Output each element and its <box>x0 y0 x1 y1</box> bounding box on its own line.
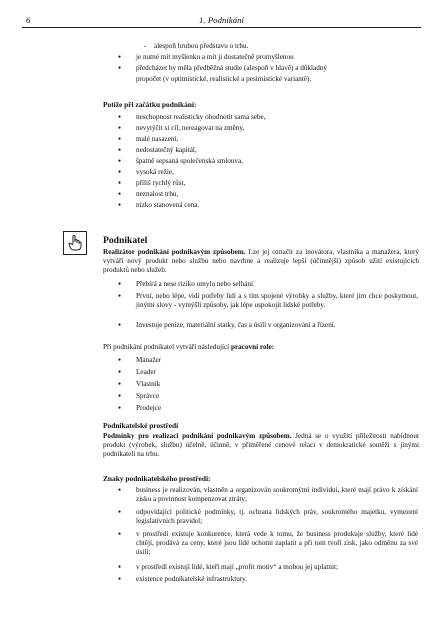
list-item: existence podnikatelské infrastruktury. <box>136 575 248 583</box>
list-item: Leader <box>136 368 156 376</box>
list-item: vysoká režie, <box>136 168 174 176</box>
section-title: Podnikatel <box>103 235 148 246</box>
bullet-icon: ● <box>118 66 122 71</box>
list-item: malé nasazení, <box>136 135 179 143</box>
bullet-icon: ● <box>118 406 122 411</box>
bullet-icon: ● <box>118 126 122 131</box>
bullet-icon: ● <box>118 170 122 175</box>
section-heading: Podnikatelské prostředí <box>103 421 179 430</box>
bullet-icon: ● <box>118 148 122 153</box>
bullet-icon: ● <box>118 577 122 582</box>
list-item: v prostředí existuje konkurence, která vede k tomu, že business produkuje služby, které lidé chtějí, prodává za ceny, které jsou lidé ochotni zaplatit a při tom tvoří zisk, jako odměnu za své úsilí; <box>136 530 418 556</box>
bullet-icon: ● <box>118 323 122 328</box>
list-item: je nutné mít myšlenku a mít ji dostatečně promyšlenou <box>136 53 294 61</box>
roles-intro <box>103 343 419 352</box>
running-header <box>22 15 421 28</box>
list-item: Vlastník <box>136 380 161 388</box>
list-item-continuation: propočet (v optimistické, realistické a pesimistické variantě). <box>136 75 312 83</box>
definition-paragraph <box>103 248 419 275</box>
list-item: neznalost trhu, <box>136 190 179 198</box>
list-item: nízko stanovená cena. <box>136 201 200 209</box>
page-number: 6 <box>26 15 31 25</box>
bullet-icon: ● <box>118 370 122 375</box>
definition-paragraph <box>103 432 419 459</box>
roles-intro-bold: pracovní role: <box>230 343 275 351</box>
bullet-icon: ● <box>118 532 122 537</box>
bullet-icon: ● <box>118 565 122 570</box>
bullet-icon: ● <box>118 115 122 120</box>
pointing-hand-icon <box>63 231 87 255</box>
list-item: odpovídající politické podmínky, tj. ochrana lidských práv, soukromého majetku, vymezení legislativních pravidel; <box>136 508 418 525</box>
list-item: špatně sepsaná společenská smlouva, <box>136 157 243 165</box>
list-item: nevytýčit si cíl, nereagovat na změny, <box>136 124 245 132</box>
definition-text: Lze jej označit za inovátora, vlastníka a manažera, který vytváří nový produkt nebo službu nebo navrhne a realizuje lepší (účinnější) způsob užití existujících produktů nebo služeb. <box>103 248 419 274</box>
bullet-icon: ● <box>118 203 122 208</box>
list-item: předcházet by měla předběžná studie (alespoň v hlavě) a důkladný <box>136 64 327 72</box>
definition-term: Realizátor podnikání podnikavým způsobem. <box>103 248 246 256</box>
list-item: alespoň hrubou představu o trhu. <box>154 42 249 50</box>
section-heading: Znaky podnikatelského prostředí: <box>103 474 211 483</box>
list-item: nedostatečný kapitál, <box>136 146 197 154</box>
list-item: příliš rychlý růst, <box>136 179 186 187</box>
bullet-icon: ● <box>118 159 122 164</box>
bullet-icon: ● <box>118 55 122 60</box>
list-item: Přebírá a nese riziko omylu nebo selhání. <box>136 280 255 288</box>
bullet-icon: ● <box>118 192 122 197</box>
bullet-icon: ● <box>118 382 122 387</box>
list-item: business je realizován, vlastněn a organizován soukromými individui, které mají právo k získání zisku a povinnost kompenzovat ztráty; <box>136 486 418 503</box>
bullet-icon: ● <box>118 181 122 186</box>
bullet-icon: ● <box>118 488 122 493</box>
list-item: Investuje peníze, materiální statky, čas a úsilí v organizování a řízení. <box>136 321 336 329</box>
list-item: Správce <box>136 392 160 400</box>
dash-marker: - <box>144 42 147 50</box>
bullet-icon: ● <box>118 358 122 363</box>
definition-text: Jedná se o využití příležitosti nabídnout produkt (výrobek, službu) účelně, účinně, v přiměřené cenové relaci v demokratické soutěži s jinými podnikateli na trhu. <box>103 432 419 458</box>
bullet-icon: ● <box>118 394 122 399</box>
roles-intro-text: Při podnikání podnikatel vytváří následující <box>103 343 231 351</box>
bullet-icon: ● <box>118 282 122 287</box>
list-item: Prodejce <box>136 404 162 412</box>
chapter-title: 1. Podnikání <box>199 15 244 25</box>
list-item: Manažer <box>136 356 162 364</box>
bullet-icon: ● <box>118 294 122 299</box>
section-heading: Potíže při začátku podnikání: <box>103 100 197 109</box>
list-item: První, nebo lépe, vidí potřeby lidí a s tím spojené výrobky a služby, které jim chce poskytnout, jinými slovy - vymýšlí způsoby, jak lépe uspokojit lidské potřeby. <box>136 292 418 309</box>
bullet-icon: ● <box>118 510 122 515</box>
definition-term: Podmínky pro realizaci podnikání podnikavým způsobem. <box>103 432 292 440</box>
list-item: v prostředí existují lidé, kteří mají „profit motiv“ a mohou jej uplatnit; <box>136 563 339 571</box>
list-item: neschopnost realisticky ohodnotit sama sebe, <box>136 113 266 121</box>
bullet-icon: ● <box>118 137 122 142</box>
